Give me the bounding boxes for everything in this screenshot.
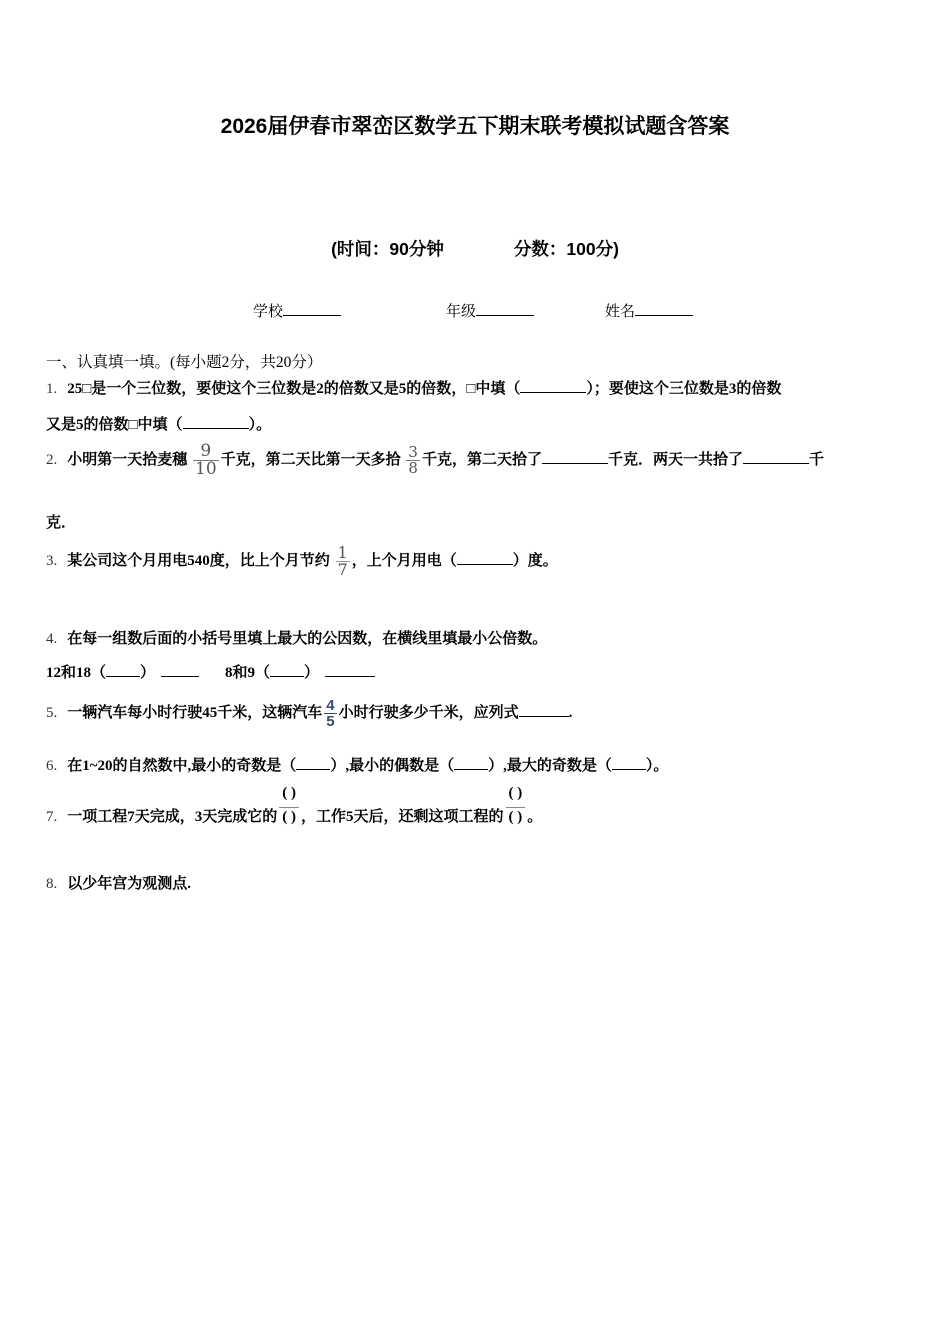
denominator-blank[interactable]: ( ) xyxy=(282,809,297,825)
question-text: ）,最小的偶数是（ xyxy=(330,758,455,774)
lcm-blank[interactable] xyxy=(161,662,199,677)
question-text: ）。 xyxy=(248,417,272,433)
question-text: 千 xyxy=(809,451,825,468)
question-text: 25□是一个三位数，要使这个三位数是2的倍数又是5的倍数，□中填（ xyxy=(67,381,521,397)
question-2-line-1 xyxy=(46,443,824,478)
answer-blank[interactable] xyxy=(612,755,646,770)
question-1-line-1 xyxy=(46,377,781,398)
question-2-line-2: 克． xyxy=(46,515,77,531)
question-5 xyxy=(46,698,572,729)
question-text: 以少年宫为观测点. xyxy=(67,876,192,892)
answer-blank[interactable] xyxy=(457,550,513,565)
group-label: 8和9（ xyxy=(225,665,271,681)
question-text: 一辆汽车每小时行驶45千米，这辆汽车 xyxy=(67,704,323,721)
question-number: 8. xyxy=(46,876,58,892)
question-text: 又是5的倍数□中填（ xyxy=(46,417,183,433)
question-text: 一项工程7天完成，3天完成它的 xyxy=(67,808,278,825)
answer-blank[interactable] xyxy=(519,702,569,717)
denominator-blank[interactable]: ( ) xyxy=(508,809,523,825)
school-label: 学校 xyxy=(253,303,284,320)
time-label: (时间：90分钟 xyxy=(331,239,444,259)
question-text: 某公司这个月用电540度，比上个月节约 xyxy=(67,552,330,569)
group-label: 12和18（ xyxy=(46,665,107,681)
question-text: 千克．两天一共拾了 xyxy=(607,451,743,468)
lcm-blank[interactable] xyxy=(325,662,375,677)
question-3 xyxy=(46,545,558,578)
paren-close: ） xyxy=(140,665,156,681)
question-text: 千克，第二天比第一天多拾 xyxy=(220,451,401,468)
fraction-4-5: $\frac{4}{5}$ xyxy=(326,697,335,730)
numerator-blank[interactable]: ( ) xyxy=(279,786,299,808)
question-6 xyxy=(46,754,668,775)
question-text: ）度。 xyxy=(512,552,558,569)
school-field[interactable] xyxy=(253,300,341,321)
question-number: 4. xyxy=(46,631,58,647)
name-field[interactable] xyxy=(605,300,693,321)
fraction-blank-1[interactable] xyxy=(279,786,299,825)
question-text: 。 xyxy=(527,808,543,825)
answer-blank[interactable] xyxy=(454,755,488,770)
score-label: 分数：100分) xyxy=(513,239,619,259)
question-text: 千克，第二天拾了 xyxy=(421,451,542,468)
answer-blank[interactable] xyxy=(743,449,809,464)
question-number: 6. xyxy=(46,758,58,774)
fraction-blank-2[interactable] xyxy=(506,786,526,825)
answer-blank[interactable] xyxy=(183,414,249,429)
question-number: 7. xyxy=(46,808,58,825)
question-text: 小明第一天拾麦穗 xyxy=(67,451,188,468)
numerator-blank[interactable]: ( ) xyxy=(506,786,526,808)
grade-label: 年级 xyxy=(446,303,477,320)
exam-meta xyxy=(0,236,950,261)
fraction-1-7: $\frac{1}{7}$ xyxy=(337,543,348,579)
question-number: 5. xyxy=(46,704,58,721)
paren-close: ） xyxy=(304,665,320,681)
question-text: 在每一组数后面的小括号里填上最大的公因数，在横线里填最小公倍数。 xyxy=(67,631,548,647)
question-number: 2. xyxy=(46,451,58,468)
grade-blank[interactable] xyxy=(476,301,534,316)
question-text: ）,最大的奇数是（ xyxy=(488,758,612,774)
question-4-line-1 xyxy=(46,627,547,648)
fraction-9-10: $\frac{9}{10}$ xyxy=(195,441,217,479)
question-8 xyxy=(46,872,191,893)
question-7 xyxy=(46,786,542,825)
question-text: ）。 xyxy=(645,758,669,774)
question-number: 3. xyxy=(46,552,58,569)
page-title: 2026届伊春市翠峦区数学五下期末联考模拟试题含答案 xyxy=(220,115,730,138)
question-text: 在1~20的自然数中,最小的奇数是（ xyxy=(67,758,297,774)
fraction-3-8: $\frac{3}{8}$ xyxy=(408,443,418,477)
question-text: ）；要使这个三位数是3的倍数 xyxy=(586,381,782,397)
gcd-blank[interactable] xyxy=(106,662,140,677)
school-blank[interactable] xyxy=(283,301,341,316)
grade-field[interactable] xyxy=(446,300,534,321)
question-1-line-2 xyxy=(46,413,271,434)
question-text: . xyxy=(568,704,573,721)
name-label: 姓名 xyxy=(605,303,636,320)
question-4-line-2 xyxy=(46,661,375,682)
question-text: ，上个月用电（ xyxy=(351,552,457,569)
answer-blank[interactable] xyxy=(542,449,608,464)
answer-blank[interactable] xyxy=(520,378,586,393)
question-number: 1. xyxy=(46,381,58,397)
question-text: 小时行驶多少千米，应列式 xyxy=(338,704,519,721)
gcd-blank[interactable] xyxy=(270,662,304,677)
section-heading: 一、认真填一填。(每小题2分，共20分） xyxy=(46,354,323,371)
name-blank[interactable] xyxy=(635,301,693,316)
question-text: ，工作5天后，还剩这项工程的 xyxy=(301,808,504,825)
answer-blank[interactable] xyxy=(296,755,330,770)
